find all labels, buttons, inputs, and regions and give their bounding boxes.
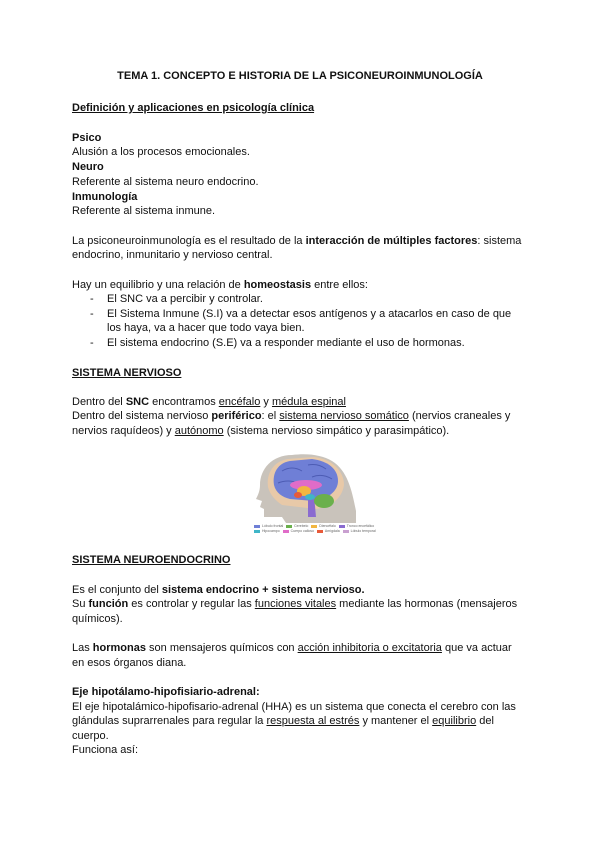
- bullet-marker: -: [90, 293, 94, 305]
- paragraph-conjunto: Es el conjunto del sistema endocrino + sistema nervioso.: [72, 584, 365, 596]
- paragraph-homeostasis: Hay un equilibrio y una relación de homeostasis entre ellos:: [72, 279, 368, 291]
- bullet-snc: El SNC va a percibir y controlar.: [107, 293, 263, 305]
- paragraph-periferico: Dentro del sistema nervioso periférico: el sistema nervioso somático (nervios craneales y: [72, 410, 511, 422]
- paragraph-funciona-asi: Funciona así:: [72, 744, 139, 756]
- bullet-sistema-endocrino: El sistema endocrino (S.E) va a responder mediante el uso de hormonas.: [107, 337, 465, 349]
- term-psico: Psico: [72, 132, 102, 144]
- paragraph-hha-cont2: cuerpo.: [72, 730, 109, 742]
- bullet-sistema-inmune: El Sistema Inmune (S.I) va a detectar esos antígenos y a atacarlos en caso de que: [107, 308, 512, 320]
- section-heading-sistema-neuroendocrino: SISTEMA NEUROENDOCRINO: [72, 554, 231, 566]
- figure-legend: Lóbulo frontal Cerebelo Diencéfalo Tronco encefálico Hipocampo Cuerpo calloso Amígdala Lóbulo temporal: [254, 524, 376, 534]
- paragraph-funcion-cont: químicos).: [72, 613, 123, 625]
- hippocampus: [305, 494, 315, 500]
- def-neuro: Referente al sistema neuro endocrino.: [72, 176, 259, 188]
- bullet-marker: -: [90, 337, 94, 349]
- paragraph-hha-cont: glándulas suprarrenales para regular la respuesta al estrés y mantener el equilibrio del: [72, 715, 494, 727]
- term-inmunologia: Inmunología: [72, 191, 138, 203]
- bullet-marker: -: [90, 308, 94, 320]
- amygdala: [294, 492, 302, 498]
- def-psico: Alusión a los procesos emocionales.: [72, 146, 250, 158]
- term-neuro: Neuro: [72, 161, 104, 173]
- paragraph-interaccion: La psiconeuroinmunología es el resultado de la interacción de múltiples factores: sistema: [72, 235, 522, 247]
- paragraph-hormonas-cont: en esos órganos diana.: [72, 657, 187, 669]
- section-heading-definicion: Definición y aplicaciones en psicología clínica: [72, 102, 315, 114]
- def-inmunologia: Referente al sistema inmune.: [72, 205, 216, 217]
- paragraph-periferico-cont: nervios raquídeos) y autónomo (sistema nervioso simpático y parasimpático).: [72, 425, 450, 437]
- paragraph-hha: El eje hipotalámico-hipofisario-adrenal (HHA) es un sistema que conecta el cerebro con las: [72, 701, 516, 713]
- cerebellum: [314, 494, 334, 508]
- paragraph-snc: Dentro del SNC encontramos encéfalo y médula espinal: [72, 396, 346, 408]
- subheading-eje-hha: Eje hipotálamo-hipofisiario-adrenal:: [72, 686, 260, 698]
- section-heading-sistema-nervioso: SISTEMA NERVIOSO: [72, 367, 182, 379]
- paragraph-hormonas: Las hormonas son mensajeros químicos con acción inhibitoria o excitatoria que va actuar: [72, 642, 512, 654]
- paragraph-funcion: Su función es controlar y regular las funciones vitales mediante las hormonas (mensajeros: [72, 598, 518, 610]
- paragraph-interaccion-cont: endocrino, inmunitario y nervioso central.: [72, 249, 273, 261]
- brain-diagram: [252, 451, 356, 523]
- bullet-sistema-inmune-cont: los haya, va a hacer que todo vaya bien.: [107, 322, 305, 334]
- page-title: TEMA 1. CONCEPTO E HISTORIA DE LA PSICONEUROINMUNOLOGÍA: [117, 70, 483, 82]
